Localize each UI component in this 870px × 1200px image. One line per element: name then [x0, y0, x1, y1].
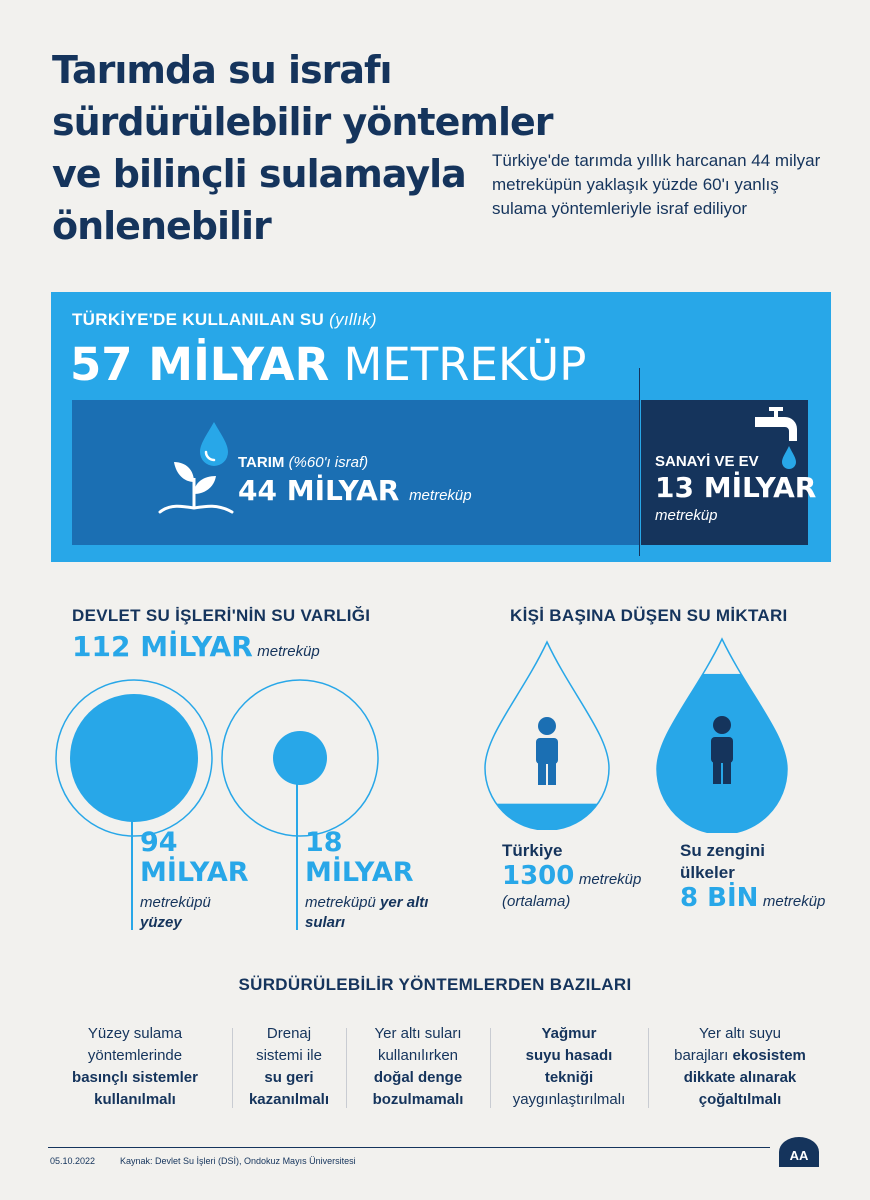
method-separator [648, 1028, 649, 1108]
turkey-water-drop [482, 640, 612, 830]
title-line: ve bilinçli sulamayla [52, 152, 466, 196]
methods-heading: SÜRDÜRÜLEBİLİR YÖNTEMLERDEN BAZILARI [238, 975, 632, 994]
divider-line [639, 368, 640, 556]
dsi-heading: DEVLET SU İŞLERİ'NİN SU VARLIĞI [72, 606, 371, 625]
turkey-value: 1300 metreküp [502, 861, 642, 891]
agriculture-label: TARIM (%60'ı israf) [238, 454, 369, 471]
method-item: Yer altı suları kullanılırken doğal denge bozulmamalı [372, 1025, 464, 1108]
industry-label: SANAYİ VE EV [655, 453, 759, 470]
rich-countries-water-drop [654, 637, 790, 833]
footer-source: Kaynak: Devlet Su İşleri (DSİ), Ondokuz Mayıs Üniversitesi [120, 1156, 356, 1166]
surface-label: metreküpü yüzey [140, 894, 211, 931]
per-capita-heading: KİŞİ BAŞINA DÜŞEN SU MİKTARI [510, 606, 788, 625]
plant-water-icon [156, 420, 236, 520]
underground-label: metreküpü yer altı suları [305, 894, 429, 931]
method-separator [346, 1028, 347, 1108]
method-item: Yağmur suyu hasadı tekniği yaygınlaştırılmalı [512, 1025, 626, 1108]
rich-label: Su zengini ülkeler [680, 841, 765, 882]
agriculture-value: 44 MİLYAR metreküp [238, 474, 472, 507]
total-value: 57 MİLYAR METREKÜP [70, 338, 587, 391]
person-icon [536, 717, 558, 785]
aa-logo: AA [779, 1137, 819, 1167]
industry-value: 13 MİLYAR [655, 471, 817, 504]
underground-water-circle [220, 678, 380, 838]
title-line: Tarımda su israfı [52, 48, 392, 92]
turkey-note: (ortalama) [502, 893, 571, 910]
faucet-icon [755, 405, 799, 445]
method-item: Yer altı suyu barajları ekosistem dikkate alınarak çoğaltılmalı [674, 1025, 806, 1108]
water-drop-icon [781, 446, 797, 470]
surface-water-circle [54, 678, 214, 838]
title-line: sürdürülebilir yöntemler [52, 100, 553, 144]
total-label: TÜRKİYE'DE KULLANILAN SU (yıllık) [72, 310, 377, 329]
surface-pointer-line [131, 750, 133, 930]
method-separator [232, 1028, 233, 1108]
title-line: önlenebilir [52, 204, 271, 248]
underground-value: 18 MİLYAR [305, 827, 414, 888]
underground-pointer-line [296, 758, 298, 930]
dsi-total: 112 MİLYAR metreküp [72, 630, 320, 663]
footer-date: 05.10.2022 [50, 1156, 96, 1166]
subtitle: Türkiye'de tarımda yıllık harcanan 44 milyar metreküpün yaklaşık yüzde 60'ı yanlış sulama yöntemleriyle israf ediliyor [492, 151, 821, 218]
method-item: Drenaj sistemi ile su geri kazanılmalı [248, 1025, 330, 1108]
turkey-drop-fill [482, 804, 612, 830]
method-separator [490, 1028, 491, 1108]
rich-value: 8 BİN metreküp [680, 883, 826, 913]
method-item: Yüzey sulama yöntemlerinde basınçlı sistemler kullanılmalı [72, 1025, 198, 1108]
turkey-label: Türkiye [502, 841, 563, 860]
footer-line [48, 1147, 770, 1148]
surface-value: 94 MİLYAR [140, 827, 249, 888]
industry-unit: metreküp [655, 507, 718, 524]
